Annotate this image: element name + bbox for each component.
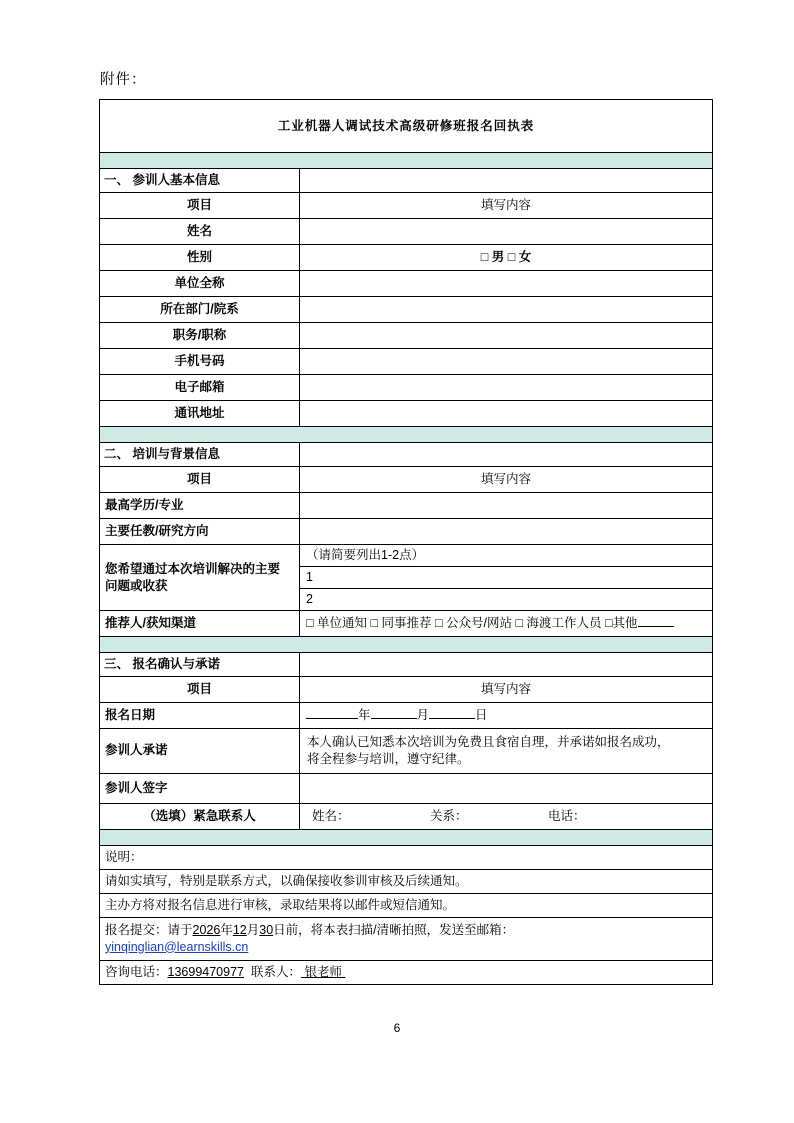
- confirm-label-promise: 参训人承诺: [100, 729, 300, 774]
- table-row: [100, 349, 713, 375]
- emergency-relation-label: 关系：: [430, 808, 468, 823]
- channel-row: [100, 611, 713, 637]
- submit-prefix: 报名提交：请于: [105, 922, 193, 937]
- section-basic-heading-blank: [300, 169, 713, 193]
- accent-band-4: [100, 829, 713, 845]
- table-row: [100, 519, 713, 545]
- accent-band-1: [100, 153, 713, 169]
- basic-input-department[interactable]: [300, 297, 713, 323]
- table-row: [100, 219, 713, 245]
- notes-heading-row: [100, 845, 713, 869]
- basic-label-organization: 单位全称: [100, 271, 300, 297]
- band-cell: [100, 829, 713, 845]
- section-confirm-heading: 三、 报名确认与承诺: [100, 653, 300, 677]
- confirm-input-signature[interactable]: [300, 773, 713, 803]
- confirm-label-emergency: （选填）紧急联系人: [100, 803, 300, 829]
- table-row: [100, 245, 713, 271]
- section-confirm-heading-blank: [300, 653, 713, 677]
- notes-line-2: 主办方将对报名信息进行审核，录取结果将以邮件或短信通知。: [100, 893, 713, 917]
- table-row: [100, 493, 713, 519]
- submit-email-line: [105, 939, 706, 956]
- promise-row: [100, 729, 713, 774]
- basic-input-gender[interactable]: □ 男 □ 女: [300, 245, 713, 271]
- submit-day: 30: [259, 922, 274, 937]
- section-basic-heading: 一、 参训人基本信息: [100, 169, 300, 193]
- registration-date-row: [100, 703, 713, 729]
- expect-hint-row: [100, 545, 713, 567]
- table-row: [100, 323, 713, 349]
- confirm-column-header-row: [100, 677, 713, 703]
- notes-line-row: [100, 893, 713, 917]
- confirm-col-value: 填写内容: [300, 677, 713, 703]
- band-cell: [100, 153, 713, 169]
- attachment-label: 附件：: [100, 72, 147, 88]
- form-title: 工业机器人调试技术高级研修班报名回执表: [100, 100, 713, 153]
- submit-month-unit: 月: [246, 922, 260, 937]
- basic-label-name: 姓名: [100, 219, 300, 245]
- background-column-header-row: [100, 467, 713, 493]
- band-cell: [100, 637, 713, 653]
- background-input-research[interactable]: [300, 519, 713, 545]
- submit-email-link[interactable]: yinqinglian@learnskills.cn: [105, 939, 249, 954]
- band-cell: [100, 427, 713, 443]
- date-year-blank[interactable]: [306, 718, 358, 719]
- section-background-heading-blank: [300, 443, 713, 467]
- accent-band-3: [100, 637, 713, 653]
- table-row: [100, 375, 713, 401]
- confirm-label-signature: 参训人签字: [100, 773, 300, 803]
- confirm-input-emergency[interactable]: [300, 803, 713, 829]
- submit-month: 12: [232, 922, 247, 937]
- basic-input-mobile[interactable]: [300, 349, 713, 375]
- emergency-contact-row: [100, 803, 713, 829]
- basic-label-gender: 性别: [100, 245, 300, 271]
- contact-phone: 13699470977: [167, 964, 244, 979]
- date-year-unit: 年: [358, 708, 371, 723]
- submit-year: 2026: [192, 922, 221, 937]
- notes-contact-row: [100, 960, 713, 984]
- basic-col-value: 填写内容: [300, 193, 713, 219]
- notes-submit-row: [100, 917, 713, 960]
- background-col-value: 填写内容: [300, 467, 713, 493]
- background-label-expectation: [100, 545, 300, 611]
- confirm-input-date[interactable]: [300, 703, 713, 729]
- basic-input-email[interactable]: [300, 375, 713, 401]
- notes-heading: 说明：: [100, 845, 713, 869]
- background-col-item: 项目: [100, 467, 300, 493]
- title-row: [100, 100, 713, 153]
- basic-input-name[interactable]: [300, 219, 713, 245]
- page-number: 6: [393, 1021, 401, 1035]
- confirm-label-date: 报名日期: [100, 703, 300, 729]
- expectation-item-2[interactable]: 2: [300, 589, 713, 611]
- confirm-promise-text: [300, 729, 713, 774]
- expectation-hint: （请简要列出1-2点）: [300, 545, 713, 567]
- expectation-label-line2: 问题或收获: [105, 578, 168, 593]
- promise-line-1: 本人确认已知悉本次培训为免费且食宿自理，并承诺如报名成功，: [307, 735, 670, 749]
- signature-row: [100, 773, 713, 803]
- notes-contact: [100, 960, 713, 984]
- contact-mid: 联系人：: [250, 964, 301, 979]
- basic-label-mobile: 手机号码: [100, 349, 300, 375]
- channel-other-blank[interactable]: [638, 626, 674, 627]
- background-input-education[interactable]: [300, 493, 713, 519]
- basic-input-organization[interactable]: [300, 271, 713, 297]
- submit-suffix: 日前，将本表扫描/清晰拍照，发送至邮箱：: [273, 922, 515, 937]
- notes-submit: [100, 917, 713, 960]
- date-day-blank[interactable]: [429, 718, 475, 719]
- expectation-item-1[interactable]: 1: [300, 567, 713, 589]
- basic-label-address: 通讯地址: [100, 401, 300, 427]
- basic-input-position[interactable]: [300, 323, 713, 349]
- basic-label-email: 电子邮箱: [100, 375, 300, 401]
- section-confirm-heading-row: [100, 653, 713, 677]
- basic-col-item: 项目: [100, 193, 300, 219]
- submit-deadline-line: [105, 922, 706, 939]
- basic-label-position: 职务/职称: [100, 323, 300, 349]
- basic-column-header-row: [100, 193, 713, 219]
- date-month-blank[interactable]: [371, 718, 417, 719]
- confirm-col-item: 项目: [100, 677, 300, 703]
- basic-label-department: 所在部门/院系: [100, 297, 300, 323]
- form-table: [99, 99, 713, 985]
- submit-year-unit: 年: [220, 922, 233, 937]
- date-month-unit: 月: [416, 708, 430, 723]
- emergency-name-label: 姓名：: [312, 808, 350, 823]
- emergency-fields: [306, 808, 712, 825]
- contact-person: 银老师: [304, 964, 342, 979]
- accent-band-2: [100, 427, 713, 443]
- table-row: [100, 401, 713, 427]
- section-background-heading: 二、 培训与背景信息: [100, 443, 300, 467]
- registration-form: [99, 99, 712, 985]
- expectation-label-line1: 您希望通过本次培训解决的主要: [105, 561, 281, 576]
- background-label-education: 最高学历/专业: [100, 493, 300, 519]
- table-row: [100, 271, 713, 297]
- background-input-channel[interactable]: [300, 611, 713, 637]
- table-row: [100, 297, 713, 323]
- emergency-phone-label: 电话：: [548, 808, 586, 823]
- date-day-unit: 日: [475, 708, 488, 723]
- section-basic-heading-row: [100, 169, 713, 193]
- notes-line-row: [100, 869, 713, 893]
- notes-line-1: 请如实填写，特别是联系方式，以确保接收参训审核及后续通知。: [100, 869, 713, 893]
- basic-input-address[interactable]: [300, 401, 713, 427]
- background-label-research: 主要任教/研究方向: [100, 519, 300, 545]
- contact-prefix: 咨询电话：: [105, 964, 168, 979]
- promise-line-2: 将全程参与培训，遵守纪律。: [307, 751, 470, 766]
- background-label-channel: 推荐人/获知渠道: [100, 611, 300, 637]
- channel-options[interactable]: □ 单位通知 □ 同事推荐 □ 公众号/网站 □ 海渡工作人员 □其他: [306, 616, 638, 631]
- section-background-heading-row: [100, 443, 713, 467]
